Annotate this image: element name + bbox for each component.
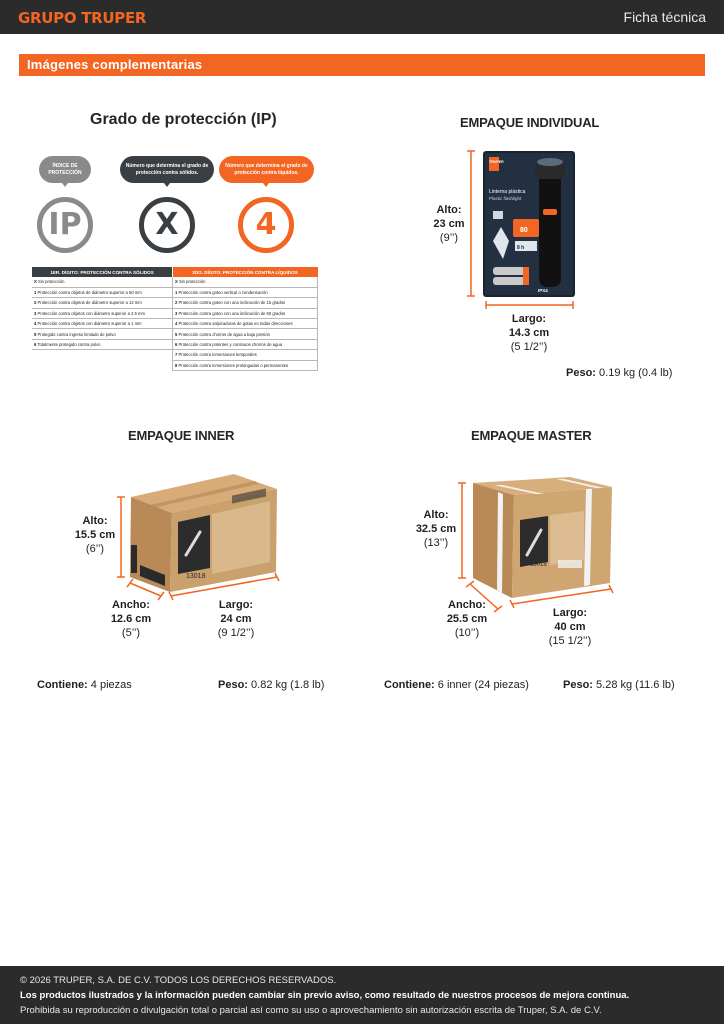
pack-hours: 8 h [517,245,525,251]
master-ancho-in: (10’’) [454,627,480,639]
ip-table-liquids-header: 2DO. DÍGITO: PROTECCIÓN CONTRA LÍQUIDOS [173,267,318,277]
inner-alto-label: Alto: [82,515,108,527]
master-ancho-label: Ancho: [448,599,486,611]
solids-row-text: Protegido contra ingreso limitado de polvo [36,331,116,337]
individual-alto-label: Alto: [436,204,462,216]
master-alto-cm: 32.5 cm [415,523,457,535]
master-contiene-value: 6 inner (24 piezas) [437,679,529,691]
solids-row-text: Protección contra objetos con diámetro superior a 1 mm [36,321,142,327]
brand-logo: GRUPO TRUPER [18,9,147,27]
pill-liquids: Número que determina el grado de protección contra líquidos. [219,156,314,183]
solids-row-text: Protección contra objetos de diámetro superior a 50 mm [36,290,142,296]
individual-peso-value: 0.19 kg (0.4 lb) [599,367,673,379]
master-peso [563,679,675,691]
solids-row-digit: X [34,279,37,285]
master-ancho-cm: 25.5 cm [446,613,488,625]
pack-ip: IPX4 [538,288,548,293]
liquids-row-digit: 6 [175,342,178,348]
liquids-row-digit: 5 [175,331,178,337]
solids-row-digit: 1 [34,290,37,296]
ip-symbol-4: 4 [238,197,294,253]
master-box-code: 13018 [530,562,547,568]
master-title: EMPAQUE MASTER [471,428,592,443]
document-type: Ficha técnica [623,9,706,25]
liquids-row-digit: 8 [175,362,178,368]
solids-row-digit: 4 [34,321,37,327]
footer-notice: Los productos ilustrados y la información pueden cambiar sin previo aviso, como resultado de nuestros procesos de mejora continua. [20,990,630,1001]
inner-ancho-cm: 12.6 cm [110,613,152,625]
individual-alto-in: (9’’) [439,232,459,244]
solids-row-text: Protección contra objetos con diámetro superior a 2.5 mm [36,310,146,316]
liquids-row-digit: 4 [175,321,178,327]
master-largo-cm: 40 cm [554,621,586,633]
liquids-row-text: Protección contra inmersiones temporales [177,352,257,358]
liquids-row-digit: 3 [175,310,178,316]
liquids-row-digit: X [175,279,178,285]
master-contiene [384,679,529,691]
pack-name-en: Plastic flashlight [489,196,522,201]
individual-peso-label: Peso: [566,367,596,379]
individual-largo-cm: 14.3 cm [508,327,550,339]
inner-alto-in: (6’’) [85,543,105,555]
master-contiene-label: Contiene: [384,679,435,691]
pack-lumens: 80 [520,227,528,234]
master-alto-label: Alto: [423,509,449,521]
inner-title: EMPAQUE INNER [128,428,235,443]
inner-peso-label: Peso: [218,679,248,691]
master-alto-in: (13’’) [423,537,449,549]
inner-largo-cm: 24 cm [220,613,252,625]
pill-index: ÍNDICE DE PROTECCIÓN [39,156,91,183]
pack-name: Linterna plástica [489,189,526,195]
liquids-row-text: Sin protección [177,279,206,285]
ip-symbol-ip: IP [37,197,93,253]
pack-brand: TRUPER [489,160,504,164]
individual-largo-in: (5 1/2’’) [510,341,548,353]
ip-symbol-x: X [139,197,195,253]
section-title: Imágenes complementarias [27,57,203,72]
solids-row-digit: 5 [34,331,37,337]
master-largo-in: (15 1/2’’) [548,635,592,647]
liquids-row-digit: 2 [175,300,178,306]
individual-alto-cm: 23 cm [433,218,465,230]
liquids-row-text: Protección contra inmersiones prolongadas o permanentes [177,362,289,368]
liquids-row-text: Protección contra goteo vertical o condensación [177,290,268,296]
inner-ancho-in: (5’’) [121,627,141,639]
inner-ancho-label: Ancho: [112,599,150,611]
inner-contiene-label: Contiene: [37,679,88,691]
liquids-row-text: Protección contra potentes y continuos chorros de agua [177,342,283,348]
master-alto [412,508,460,550]
master-peso-label: Peso: [563,679,593,691]
pill-solids: Número que determina el grado de protección contra sólidos. [120,156,214,183]
inner-largo-in: (9 1/2’’) [217,627,255,639]
footer-copyright: © 2026 TRUPER, S.A. DE C.V. TODOS LOS DERECHOS RESERVADOS. [20,975,337,986]
liquids-row-digit: 1 [175,290,178,296]
inner-box-code: 13018 [186,573,206,580]
page-footer [0,966,724,1024]
solids-row-digit: 2 [34,300,37,306]
ip-title: Grado de protección (IP) [90,111,277,128]
master-largo-label: Largo: [552,607,588,619]
master-largo [540,606,600,648]
inner-peso-value: 0.82 kg (1.8 lb) [251,679,325,691]
individual-title: EMPAQUE INDIVIDUAL [460,115,600,130]
liquids-row-text: Protección contra goteo con una inclinación de 60 grados [177,310,286,316]
liquids-row-text: Protección contra goteo con una inclinación de 15 grados [177,300,286,306]
liquids-row-text: Protección contra salpicaduras de gotas en todas direcciones [177,321,293,327]
master-ancho [442,598,492,640]
master-peso-value: 5.28 kg (11.6 lb) [596,679,675,691]
inner-alto-cm: 15.5 cm [74,529,116,541]
solids-row-text: Protección contra objetos de diámetro superior a 12 mm [36,300,142,306]
solids-row-text: Totalmente protegido contra polvo [36,342,101,348]
individual-largo-label: Largo: [511,313,547,325]
solids-row-digit: 3 [34,310,37,316]
ip-table-solids-header: 1ER. DÍGITO: PROTECCIÓN CONTRA SÓLIDOS [32,267,172,277]
inner-largo-label: Largo: [218,599,254,611]
inner-contiene-value: 4 piezas [90,679,132,691]
footer-prohibition: Prohibida su reproducción o divulgación total o parcial así como su uso o aprovechamiento sin autorización escrita de Truper, S.A. de C.V. [20,1005,602,1016]
liquids-row-text: Protección contra chorros de agua a baja presión [177,331,270,337]
liquids-row-digit: 7 [175,352,178,358]
solids-row-text: Sin protección [36,279,65,285]
solids-row-digit: 6 [34,342,37,348]
